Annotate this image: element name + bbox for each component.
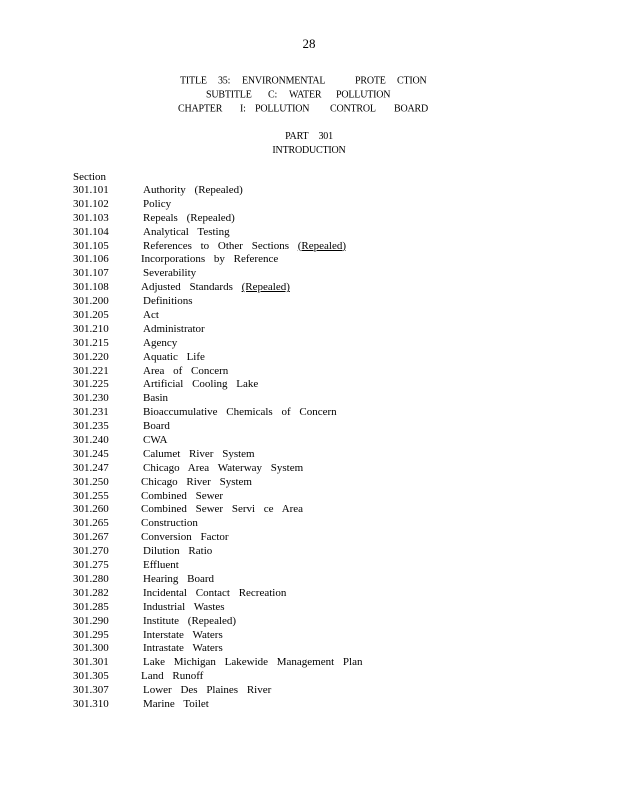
section-title	[143, 309, 159, 323]
section-number: 301.101	[73, 184, 109, 196]
section-entry	[0, 378, 618, 392]
section-title	[143, 573, 214, 587]
section-title-text: Board	[143, 420, 170, 433]
section-number: 301.215	[73, 336, 109, 349]
section-entry	[0, 656, 618, 670]
section-entry	[0, 406, 618, 420]
section-number: 301.200	[73, 295, 109, 308]
section-number: 301.245	[73, 447, 109, 460]
section-entry	[0, 323, 618, 337]
section-title	[143, 392, 168, 406]
header-word: ENVIRONMENTAL	[242, 75, 326, 87]
section-entry	[0, 601, 618, 615]
part-label: PART 301	[285, 130, 333, 143]
section-title	[141, 253, 278, 267]
section-column-label: Section	[73, 171, 106, 183]
section-title-text: Institute (Repealed)	[143, 614, 237, 627]
section-entry	[0, 281, 618, 295]
section-entry	[0, 420, 618, 434]
section-entry	[0, 490, 618, 504]
section-entry	[0, 212, 618, 226]
section-number: 301.231	[73, 406, 109, 419]
section-entry	[0, 295, 618, 309]
repealed-note: (Repealed)	[241, 281, 290, 294]
section-entry	[0, 517, 618, 531]
section-title	[143, 448, 255, 462]
section-title	[143, 462, 303, 476]
section-entry	[0, 615, 618, 629]
section-number: 301.301	[73, 656, 109, 669]
section-number: 301.255	[73, 489, 109, 502]
header-word: BOARD	[394, 103, 429, 115]
header-word: SUBTITLE	[206, 89, 252, 101]
section-title-text: Chicago Area Waterway System	[143, 461, 304, 474]
section-title-text: Combined Sewer	[141, 489, 224, 502]
section-title	[143, 295, 193, 309]
section-title	[143, 365, 228, 379]
part-name: INTRODUCTION	[272, 144, 346, 157]
section-title-text: Conversion Factor	[141, 531, 229, 544]
section-title	[143, 601, 225, 615]
section-title-text: Construction	[141, 517, 198, 530]
section-title	[143, 559, 179, 573]
section-number: 301.285	[73, 600, 109, 613]
section-title	[143, 684, 271, 698]
section-entry	[0, 392, 618, 406]
header-word: POLLUTION	[255, 103, 310, 115]
section-entry	[0, 698, 618, 712]
section-title-text: Aquatic Life	[143, 350, 205, 363]
header-word: TITLE	[180, 75, 207, 87]
section-title	[141, 490, 223, 504]
section-number: 301.307	[73, 684, 109, 697]
header-word: WATER	[289, 89, 322, 101]
section-title	[143, 240, 346, 254]
section-entry	[0, 240, 618, 254]
section-number: 301.220	[73, 350, 109, 363]
section-number: 301.108	[73, 281, 109, 294]
section-title-text: Intrastate Waters	[143, 642, 223, 655]
section-number: 301.282	[73, 586, 109, 599]
section-title	[143, 420, 170, 434]
section-title-text: Incorporations by Reference	[141, 253, 279, 266]
section-title	[143, 184, 243, 198]
section-entry	[0, 629, 618, 643]
section-entry	[0, 559, 618, 573]
section-number: 301.247	[73, 461, 109, 474]
section-number: 301.205	[73, 309, 109, 322]
section-entry	[0, 587, 618, 601]
section-title	[143, 212, 235, 226]
section-entry	[0, 253, 618, 267]
section-title-text: Chicago River System	[141, 475, 252, 488]
section-title	[143, 615, 236, 629]
section-entry	[0, 684, 618, 698]
section-number: 301.267	[73, 531, 109, 544]
section-title	[141, 670, 203, 684]
section-title-text: Repeals (Repealed)	[143, 211, 235, 224]
section-number: 301.280	[73, 572, 109, 585]
section-number: 301.305	[73, 670, 109, 683]
section-title-text: Lake Michigan Lakewide Management Plan	[143, 656, 363, 669]
section-entry	[0, 365, 618, 379]
section-title-text: Adjusted Standards	[141, 281, 233, 294]
section-title	[143, 587, 286, 601]
header-word: 35:	[218, 75, 231, 87]
section-number: 301.260	[73, 503, 109, 516]
section-number: 301.104	[73, 225, 109, 238]
section-title	[141, 531, 229, 545]
section-entry	[0, 462, 618, 476]
section-entry	[0, 545, 618, 559]
section-entry	[0, 351, 618, 365]
header-word: C:	[268, 89, 278, 101]
section-title-text: Marine Toilet	[143, 697, 209, 710]
section-number: 301.221	[73, 364, 109, 377]
header-word: I:	[240, 103, 246, 115]
section-number: 301.102	[73, 197, 109, 210]
section-number: 301.103	[73, 211, 109, 224]
header-word: PROTE	[355, 75, 386, 87]
header-word: CTION	[397, 75, 427, 87]
section-entry	[0, 434, 618, 448]
section-number: 301.310	[73, 697, 109, 710]
section-title-text: Industrial Wastes	[143, 600, 225, 613]
repealed-note: (Repealed)	[297, 239, 346, 252]
section-entry	[0, 267, 618, 281]
section-title-text: CWA	[143, 434, 168, 447]
section-title	[143, 337, 177, 351]
section-title	[143, 545, 212, 559]
section-number: 301.230	[73, 392, 109, 405]
section-title-text: Analytical Testing	[143, 225, 230, 238]
section-entry	[0, 184, 618, 198]
section-title-text: Administrator	[143, 322, 205, 335]
section-number: 301.270	[73, 545, 109, 558]
section-number: 301.250	[73, 475, 109, 488]
section-title-text: Act	[143, 309, 159, 322]
section-title-text: Effluent	[143, 559, 179, 572]
section-title-text: Dilution Ratio	[143, 545, 213, 558]
section-title-text: Authority (Repealed)	[143, 184, 243, 196]
section-number: 301.300	[73, 642, 109, 655]
section-entry	[0, 531, 618, 545]
section-number: 301.295	[73, 628, 109, 641]
section-title	[143, 642, 223, 656]
section-title	[143, 378, 258, 392]
section-entry	[0, 226, 618, 240]
section-title-text: Definitions	[143, 295, 193, 308]
section-entry	[0, 670, 618, 684]
section-number: 301.106	[73, 253, 109, 266]
section-entry	[0, 573, 618, 587]
section-title	[143, 406, 337, 420]
section-title	[141, 517, 198, 531]
section-title-text: Bioaccumulative Chemicals of Concern	[143, 406, 337, 419]
section-title	[143, 351, 205, 365]
section-title-text: Interstate Waters	[143, 628, 223, 641]
section-number: 301.290	[73, 614, 109, 627]
section-entry	[0, 476, 618, 490]
section-entry	[0, 448, 618, 462]
section-title-text: Policy	[143, 197, 172, 210]
section-title-text: Lower Des Plaines River	[143, 684, 272, 697]
section-title-text: Hearing Board	[143, 572, 215, 585]
section-title	[141, 476, 252, 490]
page-number: 28	[302, 36, 316, 51]
section-title-text: Area of Concern	[143, 364, 229, 377]
section-title	[141, 503, 303, 517]
section-title	[143, 226, 230, 240]
header-word: CONTROL	[330, 103, 376, 115]
section-title-text: Incidental Contact Recreation	[143, 586, 287, 599]
header-word: CHAPTER	[178, 103, 223, 115]
section-title-text: Basin	[143, 392, 169, 405]
section-number: 301.235	[73, 420, 109, 433]
section-entry	[0, 642, 618, 656]
section-number: 301.107	[73, 267, 109, 280]
section-title-text: Land Runoff	[141, 670, 204, 683]
section-list	[0, 184, 618, 712]
section-title	[143, 323, 205, 337]
section-title-text: Artificial Cooling Lake	[143, 378, 259, 391]
section-title-text: References to Other Sections	[143, 239, 289, 252]
section-title	[143, 656, 363, 670]
section-number: 301.275	[73, 559, 109, 572]
section-entry	[0, 503, 618, 517]
section-number: 301.225	[73, 378, 109, 391]
section-entry	[0, 337, 618, 351]
section-title	[143, 267, 196, 281]
section-title	[143, 698, 209, 712]
section-title-text: Combined Sewer Servi ce Area	[141, 503, 304, 516]
header-word: POLLUTION	[336, 89, 391, 101]
section-entry	[0, 198, 618, 212]
section-title	[143, 629, 223, 643]
section-title	[143, 198, 171, 212]
section-title-text: Severability	[143, 267, 197, 280]
section-title	[143, 434, 167, 448]
section-title-text: Agency	[143, 336, 178, 349]
section-number: 301.240	[73, 434, 109, 447]
section-title	[141, 281, 290, 295]
section-entry	[0, 309, 618, 323]
section-title-text: Calumet River System	[143, 447, 255, 460]
section-number: 301.210	[73, 322, 109, 335]
section-number: 301.105	[73, 239, 109, 252]
section-number: 301.265	[73, 517, 109, 530]
